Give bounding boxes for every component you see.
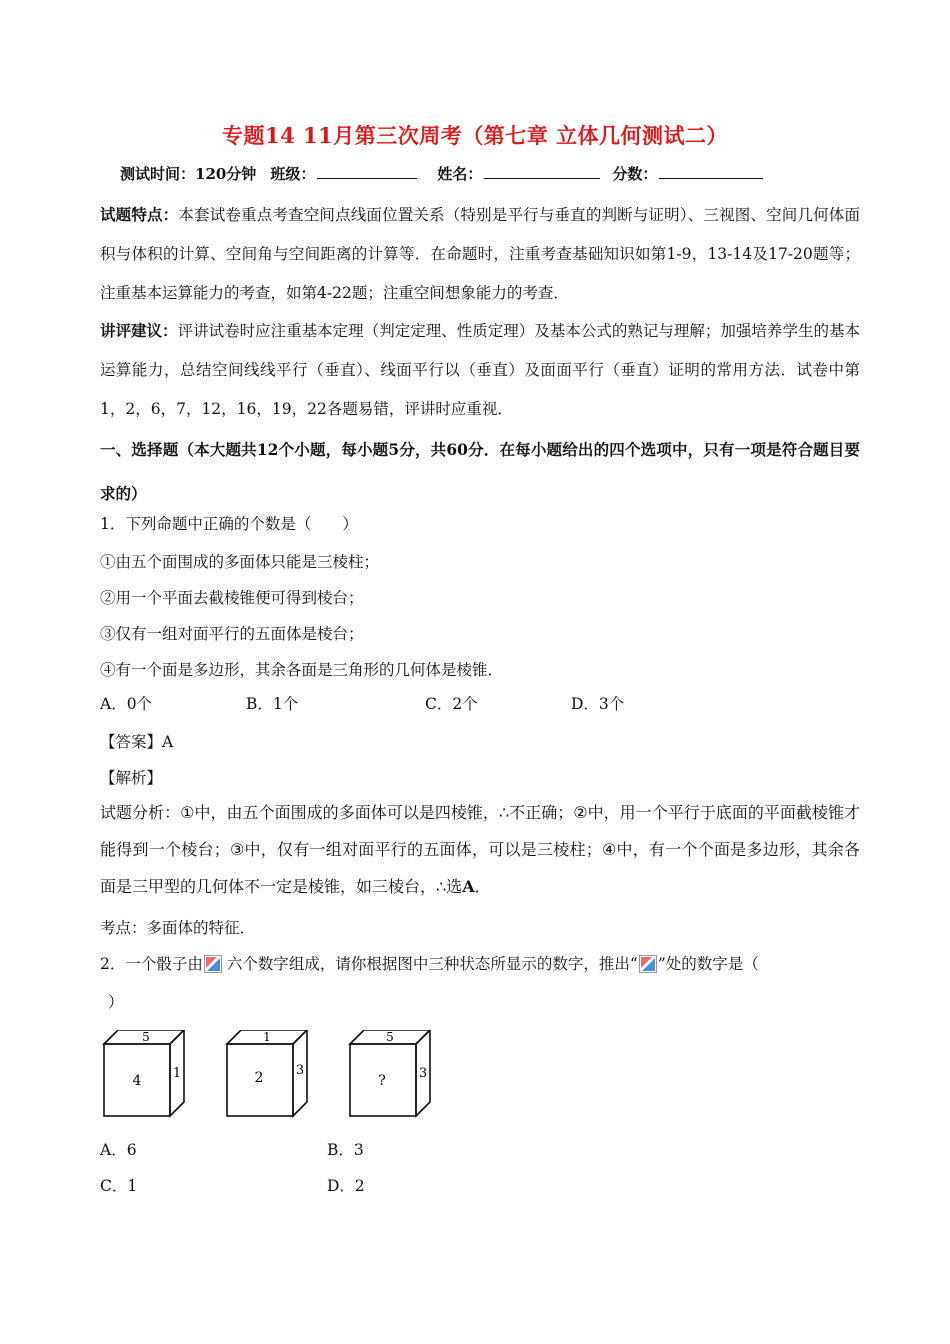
- q1-option-c: C．2个: [425, 695, 478, 713]
- die-1-front: 4: [132, 1073, 142, 1089]
- q1-item-4: ④有一个面是多边形，其余各面是三角形的几何体是棱锥．: [100, 661, 504, 679]
- die-2-front: 2: [254, 1070, 264, 1086]
- die-3-top: 5: [386, 1030, 394, 1044]
- q2-stem: [100, 952, 759, 974]
- advice-label: 讲评建议：: [100, 321, 178, 340]
- q2-stem-b: 六个数字组成，请你根据图中三种状态所显示的数字，推出“: [226, 955, 638, 973]
- score-label: 分数：: [612, 165, 658, 183]
- q1-item-3: ③仅有一组对面平行的五面体是棱台；: [100, 625, 364, 643]
- q1-analysis-answer: A: [462, 877, 475, 896]
- class-blank: [317, 162, 417, 179]
- die-1: [104, 1030, 184, 1116]
- q1-analysis-end: ．: [474, 877, 491, 896]
- q1-item-2: ②用一个平面去截棱锥便可得到棱台；: [100, 589, 364, 607]
- q2-option-a: A．6: [100, 1141, 137, 1159]
- section1-heading: 一、选择题（本大题共12个小题，每小题5分，共60分．在每小题给出的四个选项中，只有一项是符合题目要求的）: [100, 440, 860, 503]
- q1-stem: 1．下列命题中正确的个数是（ ）: [100, 515, 358, 533]
- q1-analysis-text: 试题分析：①中，由五个面围成的多面体可以是四棱锥，∴不正确；②中，用一个平行于底面的平面截棱锥才能得到一个棱台；③中，仅有一组对面平行的五面体，可以是三棱柱；④中，有一个个面是多边形，其余各面是三甲型的几何体不一定是棱锥，如三棱台，∴选: [100, 803, 860, 896]
- features-paragraph: [100, 195, 860, 313]
- die-1-side: 1: [172, 1066, 182, 1081]
- q2-stem-c: ”处的数字是（: [657, 955, 759, 973]
- q2-stem-close: ）: [108, 993, 124, 1011]
- class-label: 班级：: [270, 165, 316, 183]
- q1-point: 考点：多面体的特征．: [100, 919, 256, 937]
- document-title: 专题14 11月第三次周考（第七章 立体几何测试二）: [221, 123, 729, 148]
- broken-image-icon: [639, 955, 657, 973]
- die-3-front: ?: [378, 1073, 386, 1089]
- q1-item-1: ①由五个面围成的多面体只能是三棱柱；: [100, 553, 380, 571]
- score-blank: [659, 162, 763, 179]
- q1-analysis: [100, 794, 860, 905]
- die-1-top: 5: [142, 1030, 150, 1044]
- die-3-side: 3: [418, 1066, 428, 1081]
- advice-paragraph: [100, 311, 860, 429]
- exam-meta-line: [120, 162, 775, 184]
- q1-option-a: A．0个: [100, 695, 153, 713]
- dice-figure: [100, 1030, 460, 1120]
- name-blank: [484, 162, 600, 179]
- broken-image-icon: [204, 955, 222, 973]
- die-3: [350, 1030, 430, 1116]
- q1-option-d: D．3个: [571, 695, 625, 713]
- q1-analysis-label: 【解析】: [100, 769, 163, 787]
- advice-text: 评讲试卷时应注重基本定理（判定定理、性质定理）及基本公式的熟记与理解；加强培养学生的基本运算能力，总结空间线线平行（垂直）、线面平行以（垂直）及面面平行（垂直）证明的常用方法．试卷中第1，2，6，7，12，16，19，22各题易错，评讲时应重视．: [100, 322, 860, 418]
- q2-stem-a: 2．一个骰子由: [100, 955, 203, 973]
- features-label: 试题特点：: [100, 205, 179, 224]
- features-text: 本套试卷重点考查空间点线面位置关系（特别是平行与垂直的判断与证明）、三视图、空间几何体面积与体积的计算、空间角与空间距离的计算等．在命题时，注重考查基础知识如第1-9，13-14及17-20题等；注重基本运算能力的考查，如第4-22题；注重空间想象能力的考查．: [100, 206, 860, 302]
- q1-answer: 【答案】A: [100, 733, 174, 751]
- q1-option-b: B．1个: [246, 695, 299, 713]
- die-2: [227, 1030, 307, 1116]
- name-label: 姓名：: [437, 165, 483, 183]
- q2-option-c: C．1: [100, 1177, 138, 1195]
- q2-option-d: D．2: [327, 1177, 365, 1195]
- q2-option-b: B．3: [327, 1141, 364, 1159]
- test-time: 测试时间：120分钟: [120, 165, 257, 183]
- die-2-top: 1: [263, 1030, 271, 1044]
- die-2-side: 3: [295, 1063, 305, 1078]
